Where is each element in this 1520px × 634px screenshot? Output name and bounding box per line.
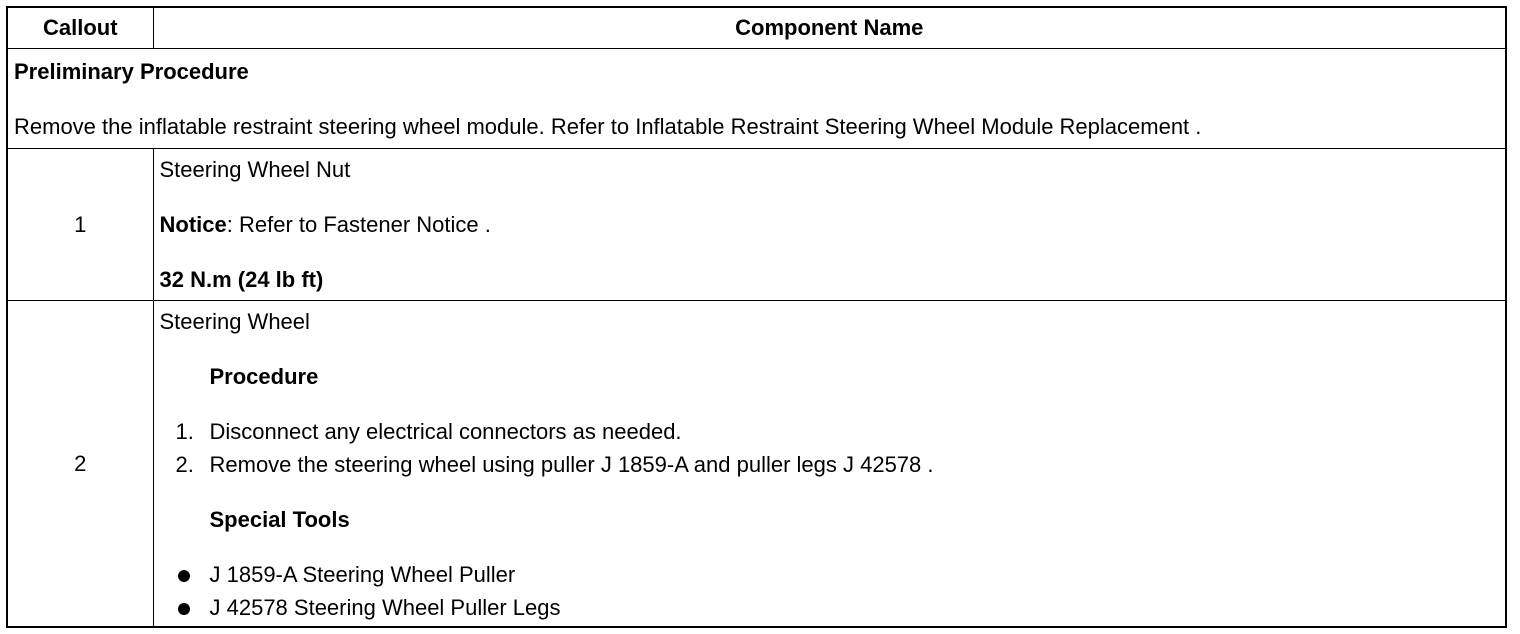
preliminary-cell — [7, 49, 1506, 149]
step-text: Remove the steering wheel using puller J 1859-A and puller legs J 42578 . — [209, 452, 934, 477]
notice-text: : Refer to Fastener Notice . — [226, 212, 491, 237]
step-number: 2. — [175, 452, 194, 477]
table-row — [7, 149, 1506, 301]
notice-label: Notice — [159, 212, 227, 237]
bullet-icon — [178, 603, 190, 615]
component-name: Steering Wheel — [159, 309, 310, 334]
component-table — [6, 6, 1507, 628]
table-header-row — [7, 7, 1506, 49]
tool-item — [210, 595, 1500, 621]
procedure-title: Procedure — [209, 364, 319, 389]
step-text: Disconnect any electrical connectors as needed. — [209, 419, 682, 444]
preliminary-row — [7, 49, 1506, 149]
procedure-steps — [160, 419, 1500, 478]
preliminary-text: Remove the inflatable restraint steering wheel module. Refer to Inflatable Restraint Steering Wheel Module Replacement . — [14, 114, 1202, 139]
notice-line — [160, 212, 1500, 238]
tool-item — [210, 562, 1500, 588]
step-number: 1. — [175, 419, 194, 444]
special-tools-title: Special Tools — [209, 507, 350, 532]
procedure-step — [175, 419, 1500, 445]
row-callout: 1 — [7, 149, 153, 301]
procedure-step — [175, 452, 1500, 478]
header-component-name: Component Name — [153, 7, 1506, 49]
table-row — [7, 301, 1506, 628]
header-callout: Callout — [7, 7, 153, 49]
tool-text: J 1859-A Steering Wheel Puller — [209, 562, 516, 587]
row-content — [153, 301, 1506, 628]
row-callout: 2 — [7, 301, 153, 628]
preliminary-title: Preliminary Procedure — [14, 59, 249, 84]
special-tools-list — [160, 562, 1500, 621]
tool-text: J 42578 Steering Wheel Puller Legs — [209, 595, 561, 620]
row-content — [153, 149, 1506, 301]
bullet-icon — [178, 570, 190, 582]
torque-spec: 32 N.m (24 lb ft) — [159, 267, 324, 292]
component-name: Steering Wheel Nut — [159, 157, 351, 182]
